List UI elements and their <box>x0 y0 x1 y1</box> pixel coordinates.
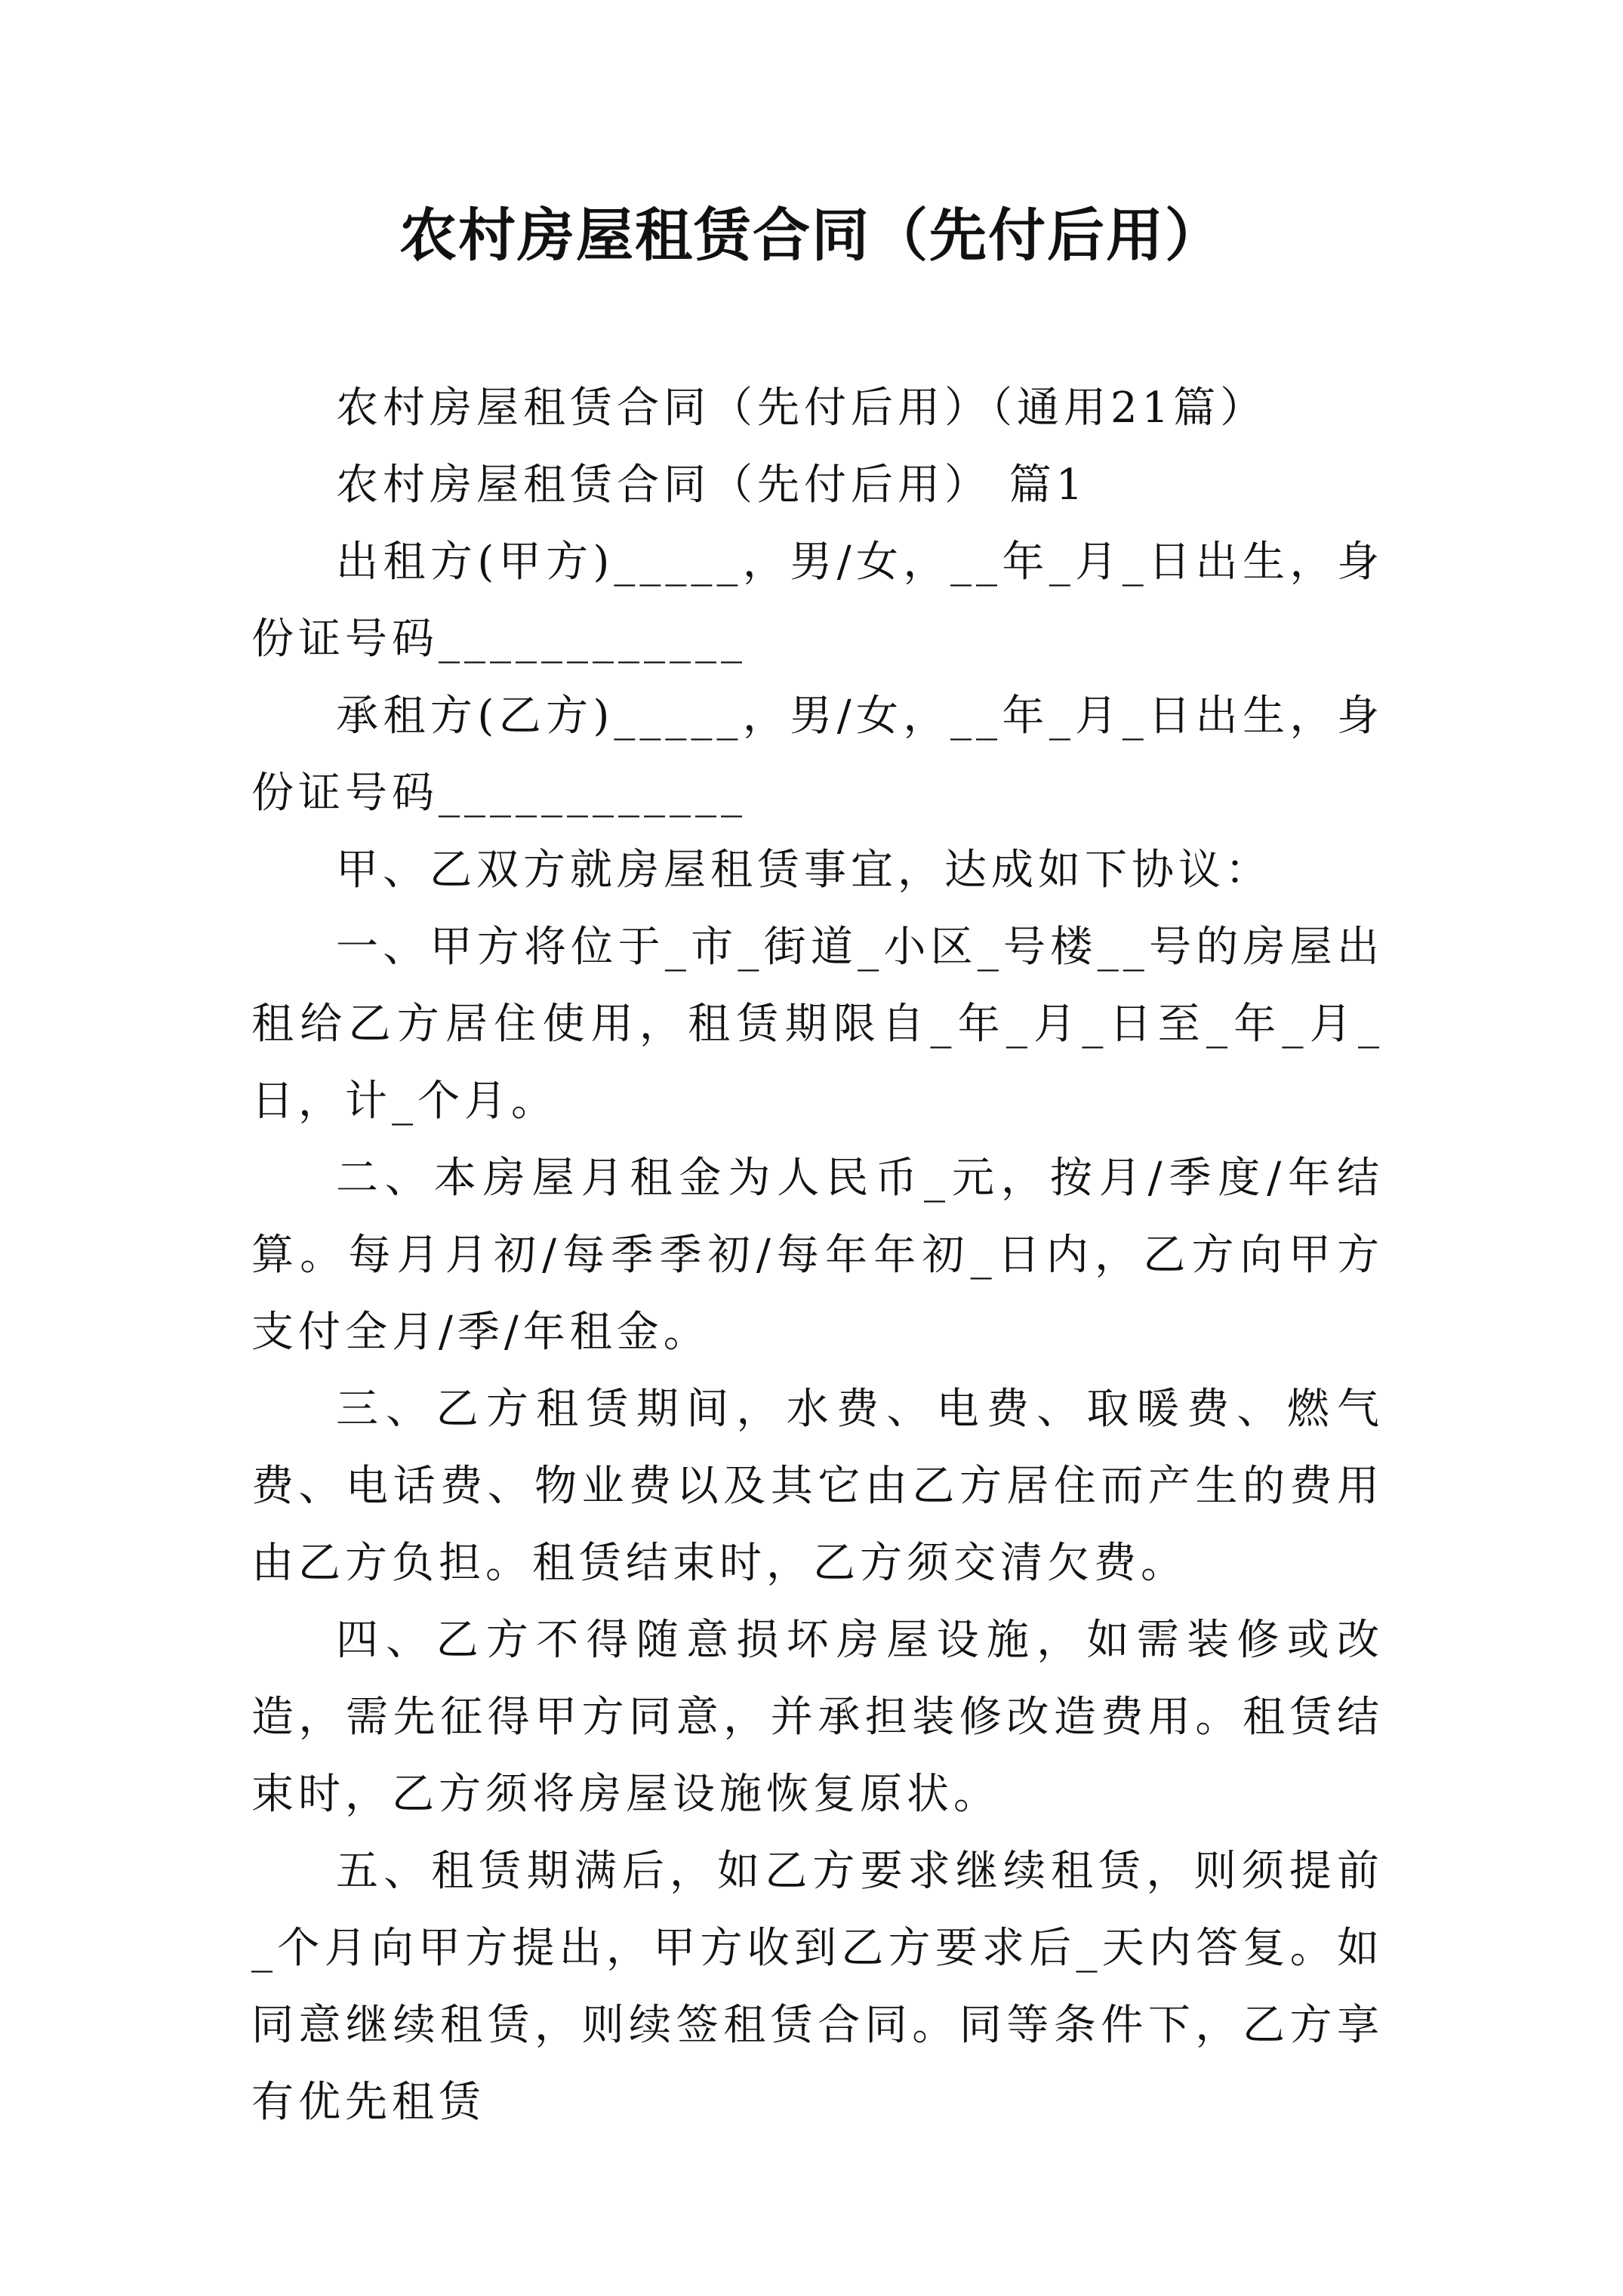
lessee-info: 承租方(乙方)_____，男/女，__年_月_日出生，身份证号码____________ <box>251 692 1384 818</box>
lessor-info: 出租方(甲方)_____，男/女，__年_月_日出生，身份证号码____________ <box>251 538 1384 664</box>
clause-1: 一、甲方将位于_市_街道_小区_号楼__号的房屋出租给乙方居住使用，租赁期限自_年_月_日至_年_月_日，计_个月。 <box>251 923 1384 1126</box>
clause-4: 四、乙方不得随意损坏房屋设施，如需装修或改造，需先征得甲方同意，并承担装修改造费用。租赁结束时，乙方须将房屋设施恢复原状。 <box>251 1616 1384 1819</box>
section-heading: 农村房屋租赁合同（先付后用） 篇1 <box>336 461 1088 510</box>
clause-5: 五、租赁期满后，如乙方要求继续租赁，则须提前_个月向甲方提出，甲方收到乙方要求后_天内答复。如同意继续租赁，则续签租赁合同。同等条件下，乙方享有优先租赁 <box>251 1847 1384 2127</box>
clause-2: 二、本房屋月租金为人民币_元，按月/季度/年结算。每月月初/每季季初/每年年初_日内，乙方向甲方支付全月/季/年租金。 <box>251 1154 1384 1357</box>
document-title: 农村房屋租赁合同（先付后用） <box>399 202 1224 269</box>
subtitle-collection: 农村房屋租赁合同（先付后用）（通用21篇） <box>336 384 1267 433</box>
agreement-intro: 甲、乙双方就房屋租赁事宜，达成如下协议： <box>336 846 1272 895</box>
document-body <box>251 370 1384 2141</box>
clause-3: 三、乙方租赁期间，水费、电费、取暖费、燃气费、电话费、物业费以及其它由乙方居住而产生的费用由乙方负担。租赁结束时，乙方须交清欠费。 <box>251 1385 1384 1588</box>
